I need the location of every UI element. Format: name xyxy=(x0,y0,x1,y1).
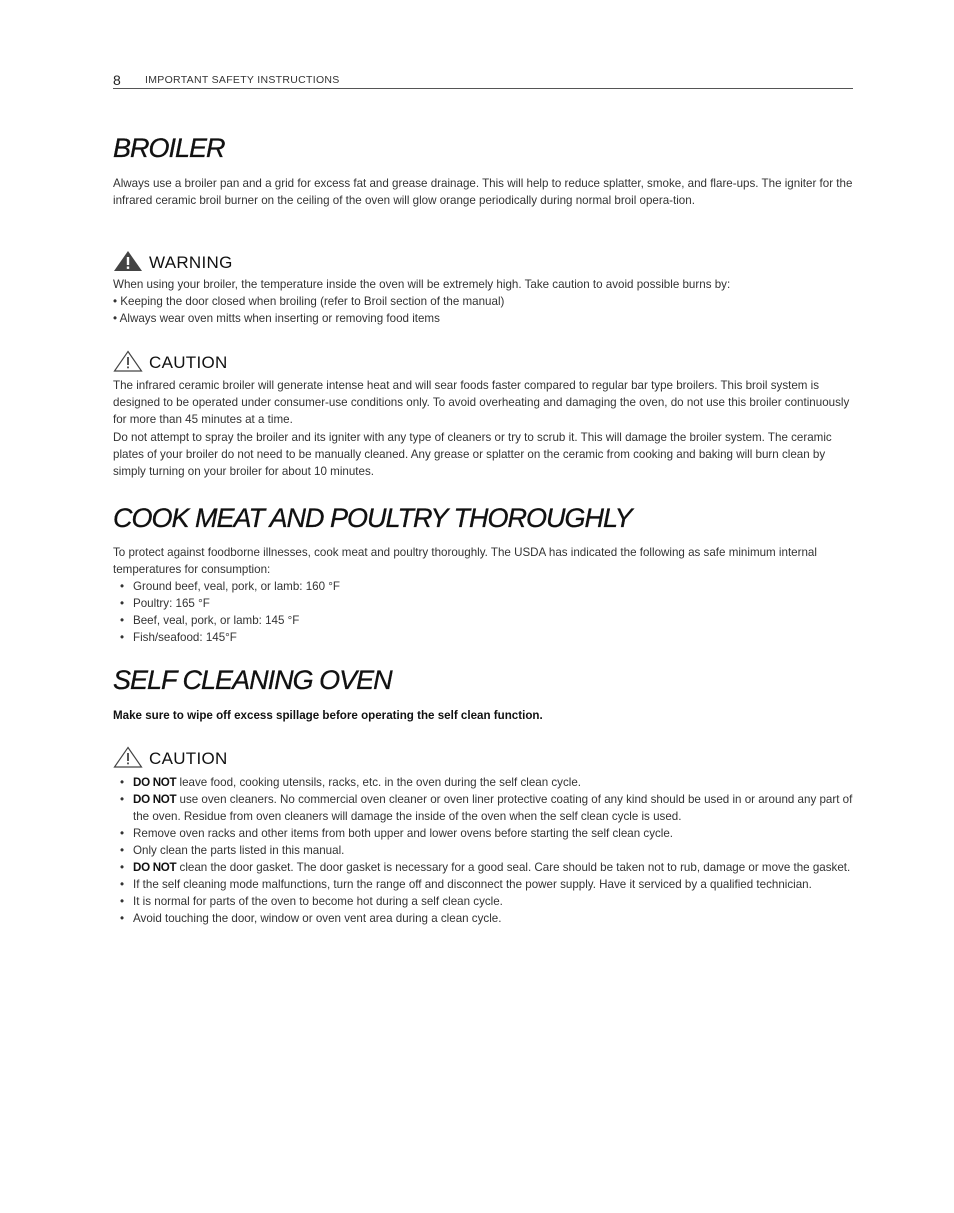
warning-filled-triangle-icon xyxy=(113,250,143,272)
caution-paragraph: Do not attempt to spray the broiler and its igniter with any type of cleaners or try to scrub it. This will damage the broiler system. The ceramic plates of your broiler do not need to be manually cleaned. Any grease or splatter on the ceramic from cooking and baking will burn clean by simply turning on your broiler for about 10 minutes. xyxy=(113,431,832,478)
list-item: • DO NOT clean the door gasket. The door gasket is necessary for a good seal. Care should be taken not to rub, damage or move the gasket. xyxy=(120,861,851,874)
list-item: • Only clean the parts listed in this manual. xyxy=(120,844,345,857)
warning-text: When using your broiler, the temperature inside the oven will be extremely high. Take caution to avoid possible burns by: xyxy=(113,278,731,291)
list-item: • Beef, veal, pork, or lamb: 145 °F xyxy=(120,614,300,627)
page-header xyxy=(113,72,853,89)
list-item: • Fish/seafood: 145°F xyxy=(120,631,237,644)
cook-meat-heading: COOK MEAT AND POULTRY THOROUGHLY xyxy=(113,503,632,533)
cook-meat-intro: To protect against foodborne illnesses, cook meat and poultry thoroughly. The USDA has indicated the following as safe minimum internal temperatures for consumption: xyxy=(113,546,817,576)
temperature-list xyxy=(113,578,855,646)
self-clean-heading: SELF CLEANING OVEN xyxy=(113,665,392,695)
page-number: 8 xyxy=(113,72,121,88)
list-item: • DO NOT leave food, cooking utensils, racks, etc. in the oven during the self clean cycle. xyxy=(120,776,582,789)
list-item: • Ground beef, veal, pork, or lamb: 160 °F xyxy=(120,580,340,593)
list-item: • Remove oven racks and other items from both upper and lower ovens before starting the self clean cycle. xyxy=(120,827,674,840)
caution-label: CAUTION xyxy=(149,749,228,768)
caution-outline-triangle-icon xyxy=(113,350,143,372)
self-clean-intro: Make sure to wipe off excess spillage before operating the self clean function. xyxy=(113,709,543,722)
broiler-heading: BROILER xyxy=(113,133,225,163)
warning-item: • Always wear oven mitts when inserting or removing food items xyxy=(113,312,440,325)
caution-label: CAUTION xyxy=(149,353,228,372)
list-item: • It is normal for parts of the oven to become hot during a self clean cycle. xyxy=(120,895,503,908)
list-item: • Avoid touching the door, window or oven vent area during a clean cycle. xyxy=(120,912,502,925)
warning-label: WARNING xyxy=(149,253,233,272)
self-clean-caution-list xyxy=(113,774,855,927)
section-title: IMPORTANT SAFETY INSTRUCTIONS xyxy=(145,74,340,86)
caution-paragraph: The infrared ceramic broiler will generate intense heat and will sear foods faster compared to regular bar type broilers. This broil system is designed to be operated under consumer-use conditions only. To avoid overheating and damaging the oven, do not use this broiler continuously for more than 45 minutes at a time. xyxy=(113,379,850,426)
warning-item: • Keeping the door closed when broiling (refer to Broil section of the manual) xyxy=(113,295,505,308)
list-item: • If the self cleaning mode malfunctions, turn the range off and disconnect the power supply. Have it serviced by a qualified technician. xyxy=(120,878,812,891)
caution-outline-triangle-icon xyxy=(113,746,143,768)
list-item: • DO NOT use oven cleaners. No commercial oven cleaner or oven liner protective coating of any kind should be used in or around any part of the oven. Residue from oven cleaners will damage the inside of the oven when the self clean cycle is used. xyxy=(120,793,853,823)
do-not-term xyxy=(113,0,117,1)
list-item: • Poultry: 165 °F xyxy=(120,597,210,610)
broiler-intro: Always use a broiler pan and a grid for excess fat and grease drainage. This will help to reduce splatter, smoke, and flare-ups. The igniter for the infrared ceramic broil burner on the ceiling of the oven will glow orange periodically during normal broil opera-tion. xyxy=(113,177,853,207)
